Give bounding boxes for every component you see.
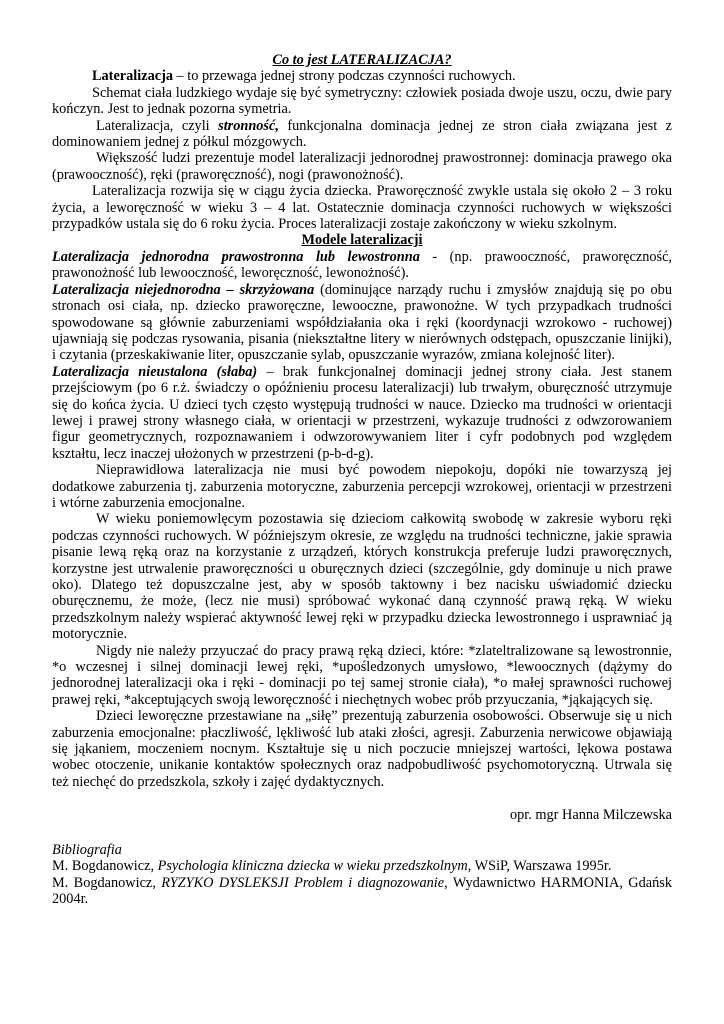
bibliography-heading: Bibliografia <box>52 841 122 858</box>
bibliography-entry-2: M. Bogdanowicz, RYZYKO DYSLEKSJI Problem i diagnozowanie, Wydawnictwo HARMONIA, Gdańsk 2004r. <box>52 874 672 907</box>
infant-age-paragraph: W wieku poniemowlęcym pozostawia się dzieciom całkowitą swobodę w zakresie wyboru ręki podczas czynności ruchowych. W późniejszym okresie, ze względu na trudności techniczne, jakie sprawia pisanie lewą ręką oraz na korzystanie z urządzeń, których konstrukcja preferuje ludzi praworęcznych, korzystne jest utrwalenie praworęczności u oburęcznych dzieci (szczególnie, gdy dominuje u nich prawe oko). Dlatego też dopuszczalne jest, aby w sposób taktowny i bez nacisku uświadomić dziecku oburęcznemu, że może, (lecz nie musi) spróbować wykonać daną czynność prawą ręką. W wieku przedszkolnym należy wspierać aktywność lewej ręki w przypadku dziecka lewostronnego i usprawniać ją motorycznie. <box>52 511 672 643</box>
definition-paragraph: Lateralizacja, czyli stronność, funkcjonalna dominacja jednej ze stron ciała związana jest z dominowaniem jednej z półkul mózgowych. <box>52 117 672 151</box>
symmetry-paragraph: Schemat ciała ludzkiego wydaje się być symetryczny: człowiek posiada dwoje uszu, oczu, dwie pary kończyn. Jest to jednak pozorna symetria. <box>52 84 672 118</box>
bibliography-entry-1: M. Bogdanowicz, Psychologia kliniczna dziecka w wieku przedszkolnym, WSiP, Warszawa 1995r. <box>52 858 612 875</box>
model-unstable: Lateralizacja nieustalona (słaba) – brak funkcjonalnej dominacji jednej strony ciała. Jest stanem przejściowym (po 6 r.ż. świadczy o opóźnieniu procesu lateralizacji) lub trwałym, oburęczność utrzymuje się do końca życia. U dzieci tych często występują trudności w nauce. Dziecko ma trudności w orientacji lewej i prawej strony własnego ciała, w orientacji w przestrzeni, wykazuje trudności z odwzorowaniem figur geometrycznych, rozpoznawaniem i odwzorowywaniem liter i cyfr podobnych pod względem kształtu, lecz inaczej ułożonych w przestrzeni (p-b-d-g). <box>52 363 673 462</box>
development-paragraph: Lateralizacja rozwija się w ciągu życia dziecka. Praworęczność zwykle ustala się około 2 – 3 roku życia, a leworęczność w wieku 3 – 4 lat. Ostatecznie dominacja czynności ruchowych w większości przypadków ustala się do 6 roku życia. Proces lateralizacji zostaje zakończony w wieku szkolnym. <box>52 183 672 233</box>
forced-retraining-paragraph: Dzieci leworęczne przestawiane na „siłę” prezentują zaburzenia osobowości. Obserwuje się u nich zaburzenia emocjonalne: płaczliwość, lękliwość lub ataki złości, agresji. Zaburzenia nerwicowe objawiają się jąkaniem, moczeniem nocnym. Kształtuje się u nich poczucie mniejszej wartości, lękowa postawa wobec otoczenie, unikanie kontaktów społecznych oraz nadpobudliwość psychomotoryczną. Utrwala się też niechęć do przedszkola, szkoły i zajęć dydaktycznych. <box>52 708 672 790</box>
spacer <box>52 790 672 807</box>
document-page <box>52 52 672 907</box>
author-signature: opr. mgr Hanna Milczewska <box>510 807 672 824</box>
incorrect-lateralization-paragraph: Nieprawidłowa lateralizacja nie musi być powodem niepokoju, dopóki nie towarzyszą jej dodatkowe zaburzenia tj. zaburzenia motoryczne, zaburzenia percepcji wzrokowej, orientacji w przestrzeni i wtórne zaburzenia emocjonalne. <box>52 462 672 511</box>
intro-paragraph: Lateralizacja – to przewaga jednej strony podczas czynności ruchowych. <box>92 68 516 85</box>
never-train-paragraph: Nigdy nie należy przyuczać do pracy prawą ręką dzieci, które: *zlateltralizowane są lewostronnie, *o wczesnej i silnej dominacji lewej ręki, *upośledzonych umysłowo, *lewoocznych (dążymy do jednorodnej lateralizacji oka i ręki - dominacji po tej samej stronie ciała), *o małej sprawności ruchowej prawej ręki, *akceptujących swoją leworęczność i niechętnych wobec prób przyuczania, *jąkających się. <box>52 642 672 708</box>
model-crossed: Lateralizacja niejednorodna – skrzyżowana (dominujące narządy ruchu i zmysłów znajdują się po obu stronach osi ciała, np. dziecko praworęczne, lewooczne, prawonożne. W tych przypadkach trudności spowodowane są głównie zaburzeniami współdziałania oka i ręki (koordynacji wzrokowo - ruchowej) ujawniają się podczas rysowania, pisania (niekształtne litery w nierównych odstępach, opuszczanie linijki), i czytania (przeskakiwanie liter, opuszczanie sylab, opuszczanie wyrazów, zmiana kolejność liter). <box>52 281 672 364</box>
section-subtitle: Modele lateralizacji <box>301 232 423 249</box>
model-homogeneous: Lateralizacja jednorodna prawostronna lub lewostronna - (np. prawooczność, praworęczność, prawonożność lub lewooczność, leworęczność, lewonożność). <box>52 248 672 282</box>
spacer <box>52 824 672 842</box>
model-paragraph: Większość ludzi prezentuje model lateralizacji jednorodnej prawostronnej: dominacja prawego oka (prawooczność), ręki (praworęczność), nogi (prawonożność). <box>52 150 672 183</box>
document-title: Co to jest LATERALIZACJA? <box>272 52 452 68</box>
